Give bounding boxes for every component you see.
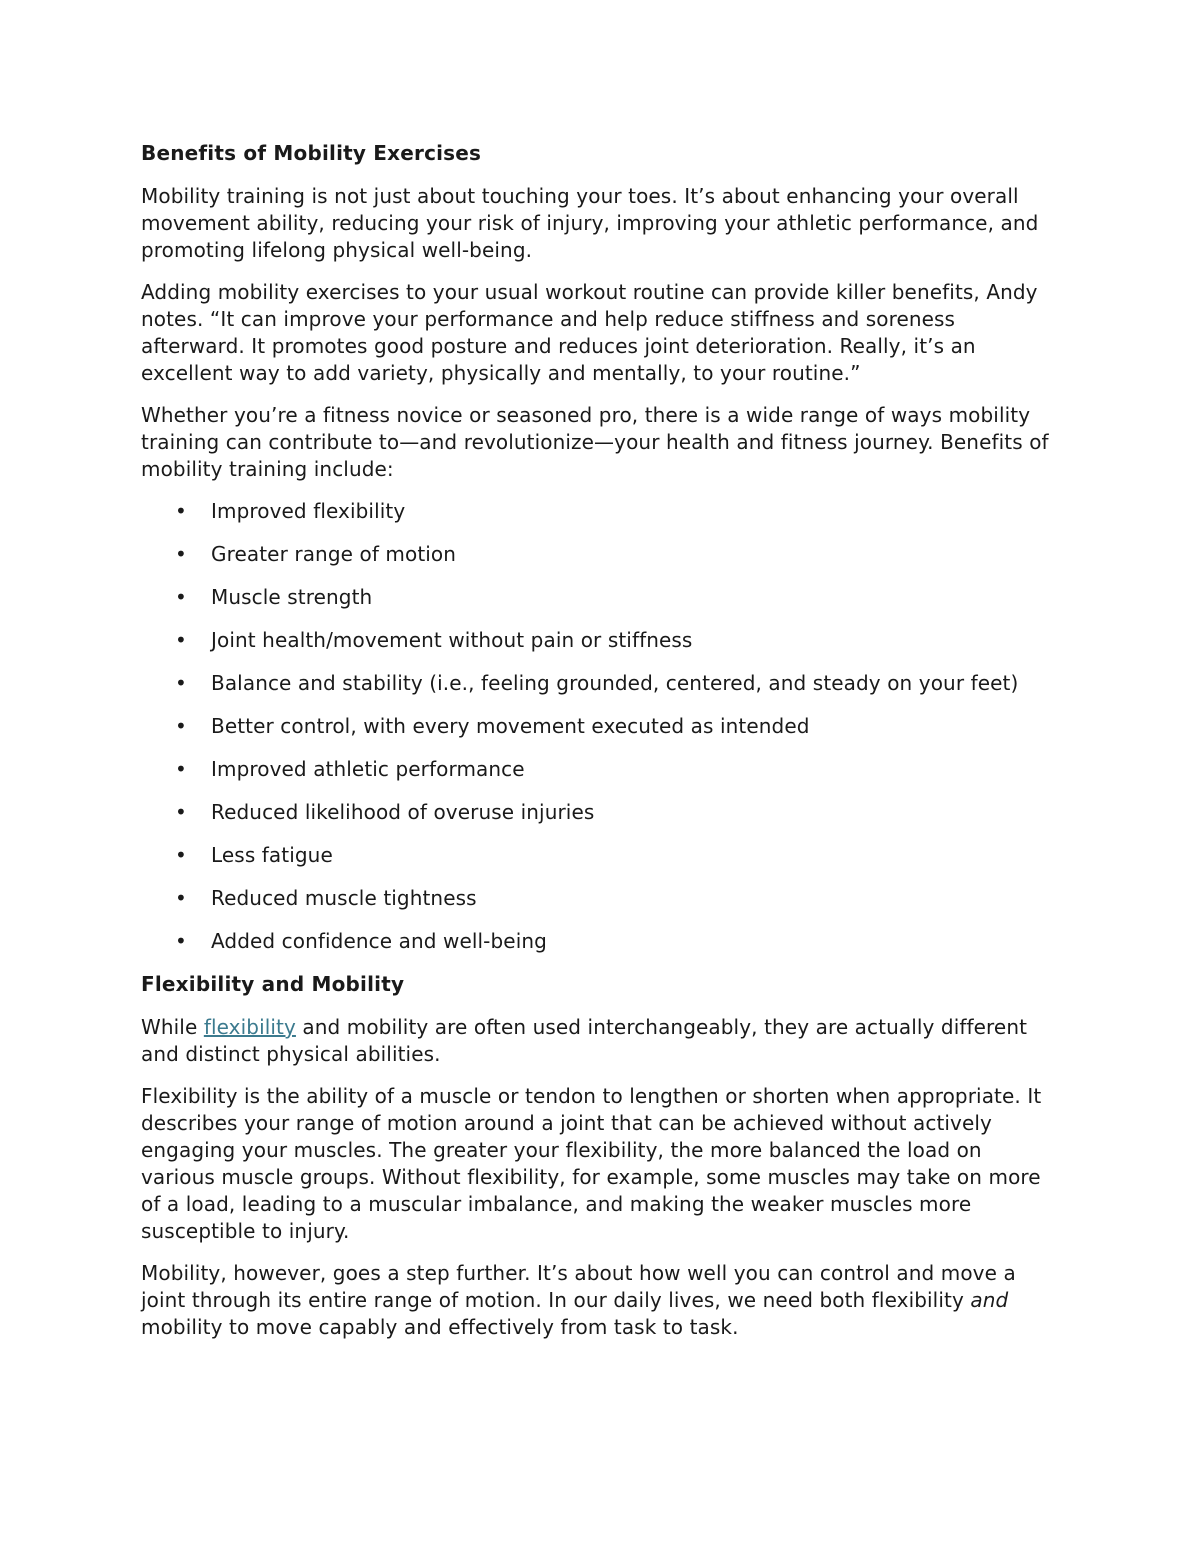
list-item-text: Balance and stability (i.e., feeling grounded, centered, and steady on your feet)	[211, 671, 1019, 695]
list-item	[141, 713, 1061, 740]
bullet-icon: •	[175, 714, 187, 738]
list-item-text: Joint health/movement without pain or stiffness	[211, 628, 693, 652]
list-item-text: Improved flexibility	[211, 499, 406, 523]
bullet-icon: •	[175, 757, 187, 781]
bullet-icon: •	[175, 628, 187, 652]
paragraph-andy-quote: Adding mobility exercises to your usual workout routine can provide killer benefits, Andy notes. “It can improve your performance and help reduce stiffness and soreness afterward. It promotes good posture and reduces joint deterioration. Really, it’s an excellent way to add variety, physically and mentally, to your routine.”	[141, 280, 1038, 385]
list-item	[141, 799, 1061, 826]
bullet-icon: •	[175, 542, 187, 566]
list-item	[141, 756, 1061, 783]
bullet-icon: •	[175, 499, 187, 523]
document-page	[141, 140, 1061, 1356]
list-item	[141, 541, 1061, 568]
emphasis-text: and	[970, 1288, 1009, 1312]
paragraph-mobility-definition	[141, 1260, 1061, 1341]
bullet-icon: •	[175, 585, 187, 609]
bullet-icon: •	[175, 929, 187, 953]
bullet-icon: •	[175, 843, 187, 867]
paragraph-flexibility-definition: Flexibility is the ability of a muscle or tendon to lengthen or shorten when appropriate. It describes your range of motion around a joint that can be achieved without actively engaging your muscles. The greater your flexibility, the more balanced the load on various muscle groups. Without flexibility, for example, some muscles may take on more of a load, leading to a muscular imbalance, and making the weaker muscles more susceptible to injury.	[141, 1084, 1042, 1243]
heading-flexibility-mobility: Flexibility and Mobility	[141, 972, 405, 996]
text-span: mobility to move capably and effectively from task to task.	[141, 1315, 739, 1339]
list-item	[141, 928, 1061, 955]
list-item	[141, 627, 1061, 654]
bullet-icon: •	[175, 886, 187, 910]
list-item-text: Greater range of motion	[211, 542, 457, 566]
text-span: Mobility, however, goes a step further. It’s about how well you can control and move a joint through its entire range of motion. In our daily lives, we need both flexibility	[141, 1261, 1016, 1312]
text-span: and mobility are often used interchangeably, they are actually different and distinct physical abilities.	[141, 1015, 1028, 1066]
list-item	[141, 498, 1061, 525]
list-item-text: Reduced muscle tightness	[211, 886, 477, 910]
list-item	[141, 670, 1061, 697]
list-item-text: Added confidence and well-being	[211, 929, 547, 953]
list-item-text: Better control, with every movement executed as intended	[211, 714, 810, 738]
text-span: While	[141, 1015, 204, 1039]
list-item	[141, 842, 1061, 869]
paragraph-intro: Mobility training is not just about touching your toes. It’s about enhancing your overall movement ability, reducing your risk of injury, improving your athletic performance, and promoting lifelong physical well-being.	[141, 184, 1039, 262]
list-item	[141, 584, 1061, 611]
heading-benefits: Benefits of Mobility Exercises	[141, 141, 482, 165]
list-item-text: Reduced likelihood of overuse injuries	[211, 800, 595, 824]
flexibility-link[interactable]: flexibility	[203, 1015, 296, 1039]
paragraph-benefits-lead: Whether you’re a fitness novice or seasoned pro, there is a wide range of ways mobility training can contribute to—and revolutionize—your health and fitness journey. Benefits of mobility training include:	[141, 403, 1049, 481]
paragraph-flexibility-vs-mobility	[141, 1014, 1061, 1068]
bullet-icon: •	[175, 800, 187, 824]
list-item-text: Improved athletic performance	[211, 757, 525, 781]
list-item-text: Less fatigue	[211, 843, 333, 867]
benefits-list	[141, 498, 1061, 955]
bullet-icon: •	[175, 671, 187, 695]
list-item-text: Muscle strength	[211, 585, 373, 609]
list-item	[141, 885, 1061, 912]
